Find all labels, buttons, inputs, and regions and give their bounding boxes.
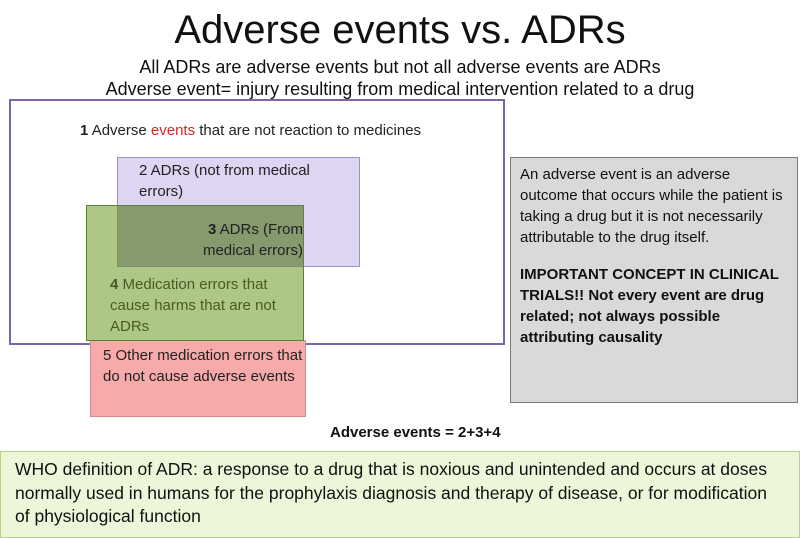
subtitle-1: All ADRs are adverse events but not all adverse events are ADRs xyxy=(139,57,661,77)
adverse-events-formula: Adverse events = 2+3+4 xyxy=(330,424,501,441)
box3-label xyxy=(173,219,303,261)
box1-number: 1 xyxy=(80,122,89,139)
box4-label xyxy=(110,274,300,337)
note-paragraph: An adverse event is an adverse outcome that occurs while the patient is taking a drug but it is not necessarily attributable to the drug itself. xyxy=(520,166,783,246)
box1-text-pre: Adverse xyxy=(91,122,147,139)
box1-label xyxy=(80,120,421,141)
box3-number: 3 xyxy=(207,221,217,238)
box5-label: 5 Other medication errors that do not cause adverse events xyxy=(103,347,303,385)
box1-text-highlight: events xyxy=(150,122,196,139)
box3-text: ADRs (From medical errors) xyxy=(202,221,303,259)
who-definition: WHO definition of ADR: a response to a drug that is noxious and unintended and occurs at doses normally used in humans for the prophylaxis diagnosis and therapy of disease, or for modification of physiological function xyxy=(0,451,800,538)
box1-text-post: that are not reaction to medicines xyxy=(199,122,422,139)
box4-number: 4 xyxy=(110,276,119,293)
note-important: IMPORTANT CONCEPT IN CLINICAL TRIALS!! Not every event are drug related; not always possible attributing causality xyxy=(520,266,779,346)
box4-text: Medication errors that cause harms that are not ADRs xyxy=(110,276,276,335)
definition-note xyxy=(510,157,798,403)
page-title: Adverse events vs. ADRs xyxy=(174,8,626,52)
box2-label: 2 ADRs (not from medical errors) xyxy=(139,162,310,200)
subtitle-2: Adverse event= injury resulting from medical intervention related to a drug xyxy=(105,79,695,99)
